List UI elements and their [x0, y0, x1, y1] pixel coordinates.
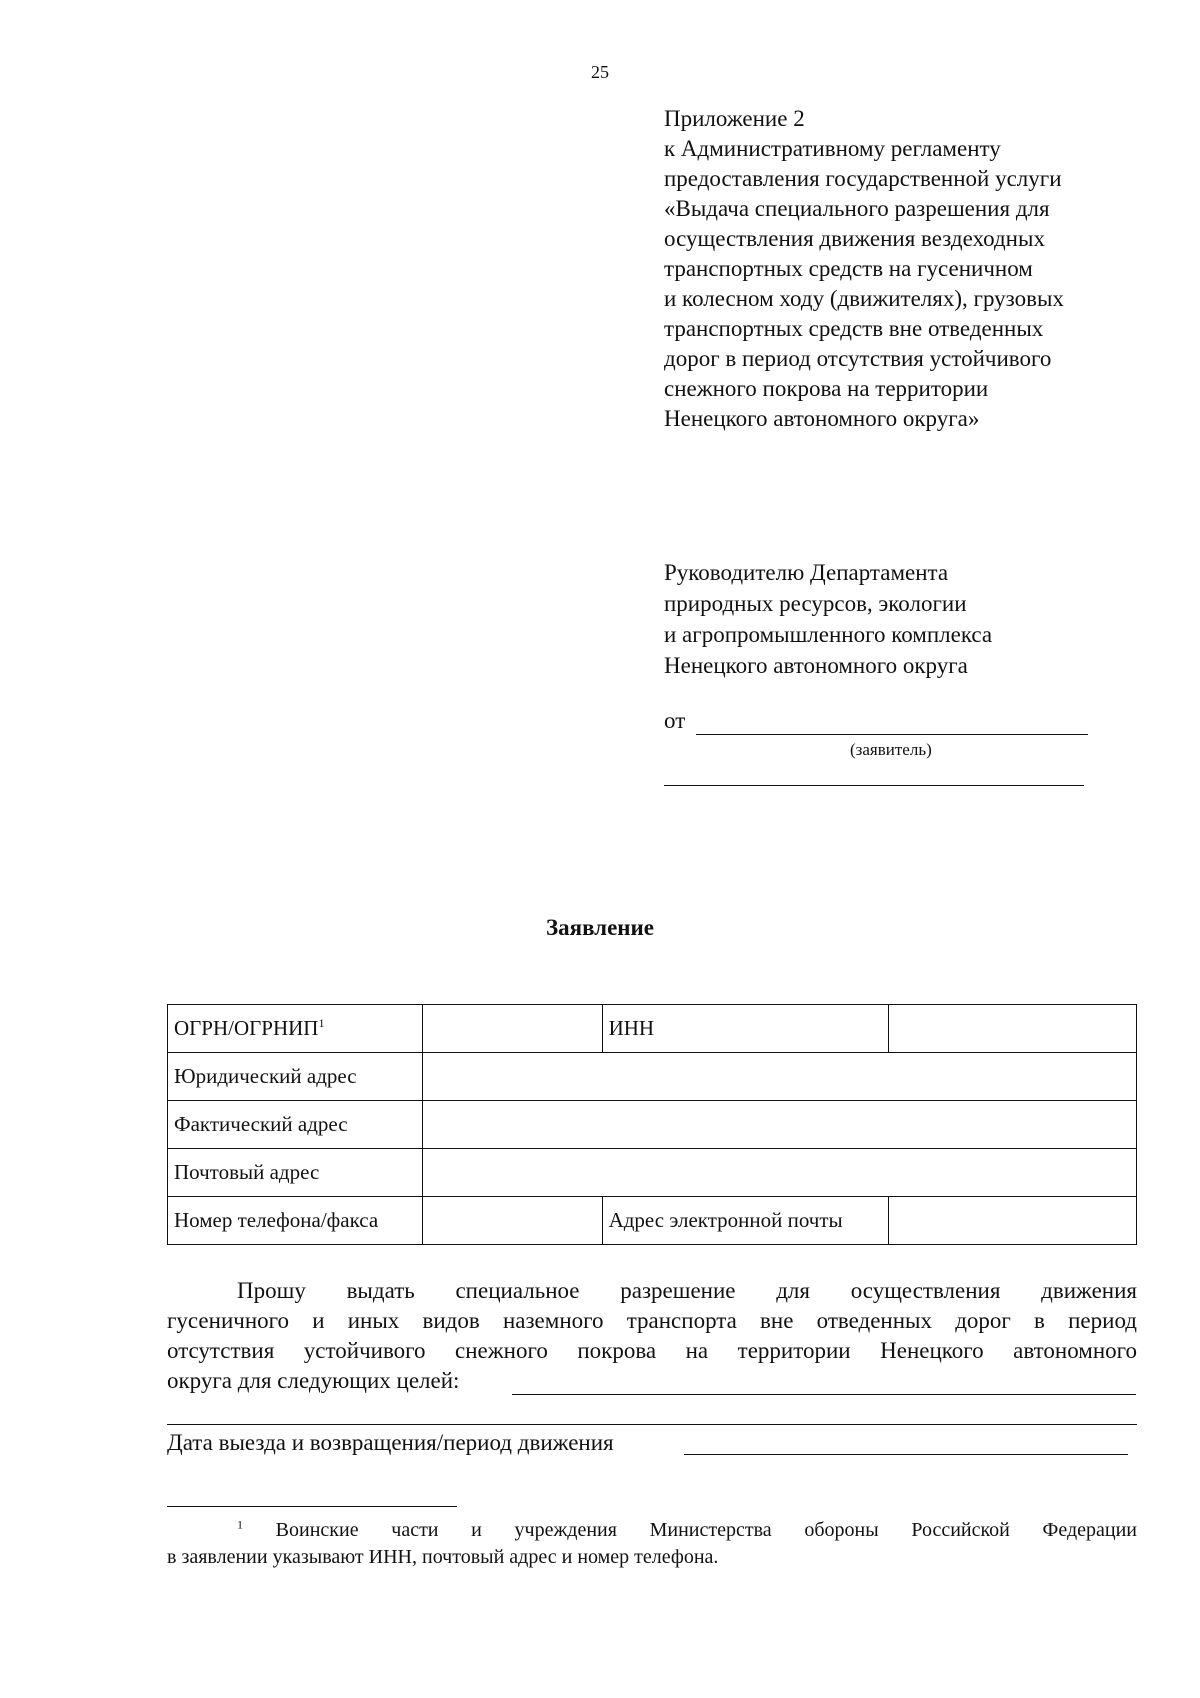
- addressee-line: Руководителю Департамента: [664, 560, 949, 585]
- request-line: округа для следующих целей:: [167, 1368, 460, 1393]
- addressee-block: [664, 557, 1184, 681]
- actual-address-value-cell[interactable]: [422, 1101, 1136, 1149]
- footnote: [167, 1517, 1137, 1571]
- document-title: Заявление: [545, 915, 655, 940]
- footnote-mark: 1: [318, 1016, 325, 1030]
- appendix-line: транспортных средств на гусеничном: [664, 256, 1033, 281]
- legal-address-value-cell[interactable]: [422, 1053, 1136, 1101]
- applicant-field-second-line[interactable]: [664, 785, 1084, 786]
- request-line: Прошу выдать специальное разрешение для осуществления движения: [237, 1278, 1137, 1303]
- purpose-field-second-line[interactable]: [167, 1424, 1137, 1425]
- purpose-field[interactable]: [512, 1394, 1136, 1395]
- table-row: [168, 1101, 1137, 1149]
- footnote-text: Воинские части и учреждения Министерства обороны Российской Федерации: [275, 1519, 1138, 1541]
- inn-value-cell[interactable]: [889, 1005, 1137, 1053]
- email-label-cell: Адрес электронной почты: [602, 1197, 889, 1245]
- appendix-line: транспортных средств вне отведенных: [664, 316, 1044, 341]
- ogrn-label: ОГРН/ОГРНИП: [174, 1016, 319, 1040]
- table-row: [168, 1149, 1137, 1197]
- table-row: [168, 1005, 1137, 1053]
- appendix-line: предоставления государственной услуги: [664, 166, 1062, 191]
- addressee-line: и агропромышленного комплекса: [664, 622, 993, 647]
- table-row: [168, 1197, 1137, 1245]
- applicant-row: [664, 708, 1094, 738]
- request-line: отсутствия устойчивого снежного покрова на территории Ненецкого автономного: [167, 1338, 1137, 1363]
- applicant-field[interactable]: [696, 734, 1088, 735]
- addressee-line: природных ресурсов, экологии: [664, 591, 967, 616]
- appendix-line: «Выдача специального разрешения для: [664, 196, 1050, 221]
- appendix-line: и колесном ходу (движителях), грузовых: [664, 286, 1064, 311]
- inn-label-cell: ИНН: [602, 1005, 889, 1053]
- applicant-details-table: [167, 1004, 1137, 1245]
- date-label: Дата выезда и возвращения/период движения: [167, 1430, 614, 1455]
- table-row: [168, 1053, 1137, 1101]
- appendix-header: [664, 104, 1184, 434]
- appendix-line: снежного покрова на территории: [664, 376, 989, 401]
- appendix-line: осуществления движения вездеходных: [664, 226, 1045, 251]
- appendix-line: дорог в период отсутствия устойчивого: [664, 346, 1052, 371]
- ogrn-label-cell: [168, 1005, 423, 1053]
- actual-address-label-cell: Фактический адрес: [168, 1101, 423, 1149]
- footnote-line: в заявлении указывают ИНН, почтовый адрес и номер телефона.: [167, 1546, 719, 1568]
- applicant-caption: (заявитель): [850, 740, 932, 759]
- appendix-line: Ненецкого автономного округа»: [664, 406, 980, 431]
- appendix-line: к Административному регламенту: [664, 136, 1001, 161]
- phone-label-cell: Номер телефона/факса: [168, 1197, 423, 1245]
- request-paragraph: [167, 1276, 1137, 1396]
- from-label: от: [664, 708, 686, 733]
- addressee-line: Ненецкого автономного округа: [664, 653, 968, 678]
- postal-address-value-cell[interactable]: [422, 1149, 1136, 1197]
- date-field[interactable]: [684, 1454, 1128, 1455]
- footnote-separator: [167, 1506, 457, 1507]
- footnote-line: [167, 1517, 1137, 1544]
- ogrn-value-cell[interactable]: [422, 1005, 602, 1053]
- legal-address-label-cell: Юридический адрес: [168, 1053, 423, 1101]
- footnote-mark: 1: [237, 1517, 243, 1532]
- request-line: гусеничного и иных видов наземного транспорта вне отведенных дорог в период: [167, 1308, 1137, 1333]
- phone-value-cell[interactable]: [422, 1197, 602, 1245]
- page-number: 25: [591, 62, 609, 82]
- appendix-line: Приложение 2: [664, 106, 805, 131]
- postal-address-label-cell: Почтовый адрес: [168, 1149, 423, 1197]
- email-value-cell[interactable]: [889, 1197, 1137, 1245]
